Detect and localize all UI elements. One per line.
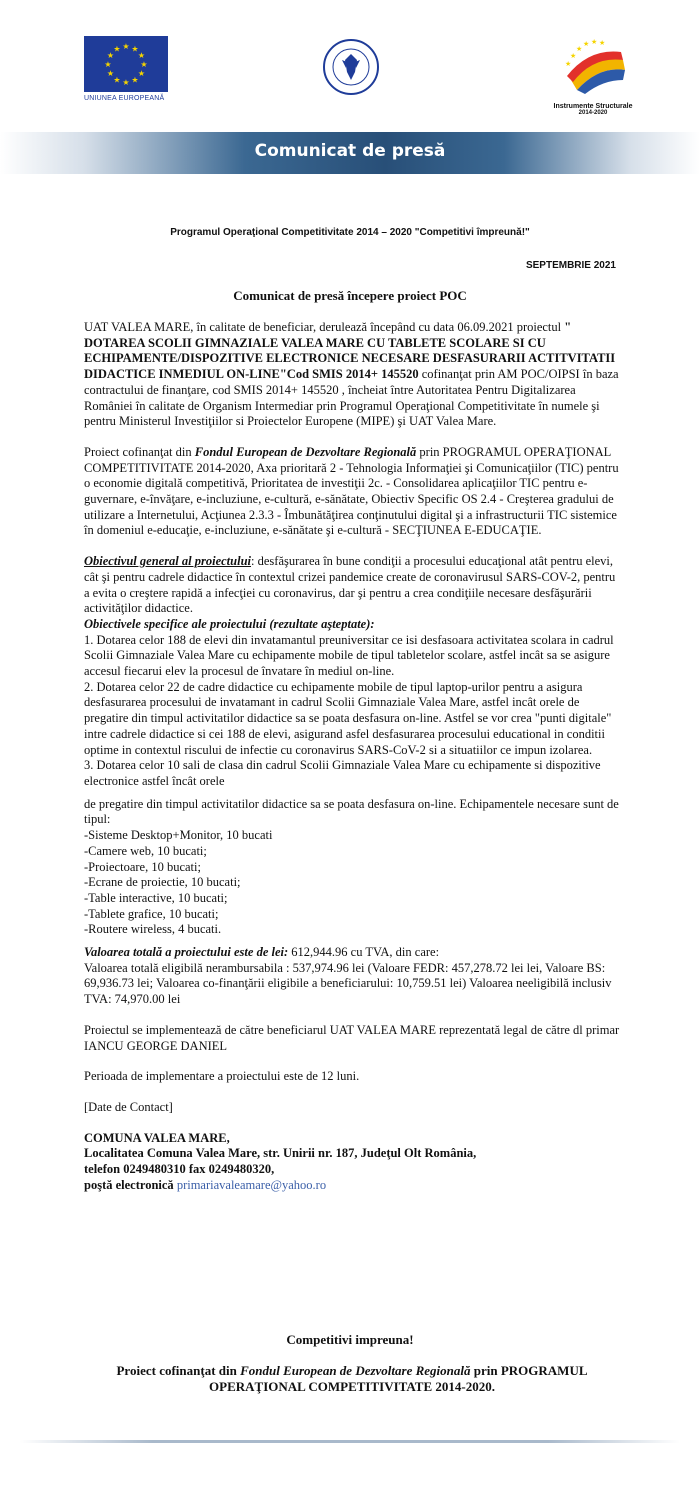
- intro-end: cofinanţat prin AM POC/OIPSI în baza contractului de finanţare, cod SMIS 2014+ 145520 , încheiat între Autoritatea Pentru Digitalizarea României în calitate de Organism Intermediar prin Programul Operaţional Competitivitate în numele şi pentru Ministerul Investiţiilor si Proiectelor Europene (MIPE) şi UAT Valea Mare.: [84, 367, 619, 429]
- total-value-label: Valoarea totală a proiectului este de lei:: [84, 945, 289, 960]
- equipment-item: -Camere web, 10 bucati;: [84, 843, 207, 858]
- structural-instruments-logo: [543, 36, 643, 116]
- final-statement: [84, 1363, 620, 1395]
- specific-objective-2: 2. Dotarea celor 22 de cadre didactice cu echipamente mobile de tipul laptop-urilor pentru a asigura desfasurarea procesului de invatamant in cadrul Scolii Gimnaziale Valea Mare, astfel incât orele de pregatire din timpul activitatilor didactice sa se poata desfasura on-line. Astfel se vor crea "punti digitale" intre cadrele didactice si cei 188 de elevi, asigurand asfel desfasurarea procesului educational in conditii optime in contextul riscului de infectie cu coronavirus SARS-CoV-2 si a situatiilor ce impun izolarea.: [84, 679, 612, 757]
- svg-text:★: ★: [140, 60, 148, 69]
- eu-flag-icon: [84, 36, 168, 92]
- svg-text:★: ★: [583, 40, 590, 48]
- value-details: Valoarea totală eligibilă nerambursabila : 537,974.96 lei (Valoare FEDR: 457,278.72 lei lei, Valoare BS: 69,936.73 lei; Valoarea co-finanţării eligibile a beneficiarului: 10,759.51 lei) Valoarea neeligibilă inclusiv TVA: 74,970.00 lei: [84, 960, 612, 1007]
- eu-logo: [84, 36, 168, 102]
- implementation-text: Proiectul se implementează de către beneficiarul UAT VALEA MARE reprezentată legal de către dl primar IANCU GEORGE DANIEL: [84, 1022, 620, 1053]
- funding-fund-name: Fondul European de Dezvoltare Regională: [194, 444, 417, 459]
- svg-text:★: ★: [113, 44, 121, 54]
- equipment-item: -Ecrane de proiectie, 10 bucati;: [84, 875, 241, 890]
- document-subtitle: Comunicat de presă începere proiect POC: [233, 288, 467, 303]
- equipment-item: -Tablete grafice, 10 bucati;: [84, 906, 219, 921]
- contact-name: COMUNA VALEA MARE,: [84, 1130, 230, 1145]
- equipment-item: -Table interactive, 10 bucati;: [84, 890, 228, 905]
- structural-instruments-icon: [543, 36, 643, 98]
- funding-start: Proiect cofinanţat din: [84, 444, 195, 459]
- contact-heading: [Date de Contact]: [84, 1099, 173, 1114]
- eu-caption: UNIUNEA EUROPEANĂ: [84, 95, 165, 102]
- svg-text:★: ★: [591, 38, 598, 46]
- government-seal: [322, 38, 380, 96]
- svg-text:★: ★: [106, 51, 115, 60]
- svg-text:★: ★: [104, 60, 112, 69]
- specific-objective-1: 1. Dotarea celor 188 de elevi din invatamantul preuniversitar ce isi desfasoara activitatea scolara in cadrul Scolii Gimnaziale Valea Mare cu echipamente mobile de tipul tabletelor scolare, astfel incât sa se asigure accesul fiecarui elev la procesul de învatare în mediul on-line.: [84, 632, 614, 679]
- general-objective: [84, 554, 620, 617]
- intro-paragraph: [84, 320, 620, 430]
- footer-divider: [20, 1440, 680, 1443]
- general-objective-text: : desfăşurarea în bune condiţii a procesului educaţional atât pentru elevi, cât şi pentru cadrele didactice în contextul crizei pandemice create de coronavirusul SARS-COV-2, pentru a evita o creştere rapidă a infecţiei cu coronavirus, dar şi pentru a crea condiţiile necesare desfăşurării activităţilor didactice.: [84, 554, 616, 616]
- structural-instruments-years: 2014-2020: [578, 110, 608, 116]
- equipment-item: -Proiectoare, 10 bucati;: [84, 859, 201, 874]
- contact-email-link[interactable]: primariavaleamare@yahoo.ro: [176, 1177, 327, 1192]
- period-text: Perioada de implementare a proiectului este de 12 luni.: [84, 1069, 360, 1084]
- final-fund-name: Fondul European de Dezvoltare Regională: [240, 1363, 471, 1378]
- program-line: Programul Operaţional Competitivitate 2014 – 2020 "Competitivi împreună!": [170, 227, 530, 238]
- svg-text:★: ★: [599, 39, 606, 47]
- equipment-intro: de pregatire din timpul activitatilor didactice sa se poata desfasura on-line. Echipamentele necesare sunt de tipul:: [84, 796, 619, 827]
- equipment-item: -Sisteme Desktop+Monitor, 10 bucati: [84, 828, 273, 843]
- contact-email-label: poştă electronică: [84, 1177, 177, 1192]
- svg-text:★: ★: [122, 78, 130, 87]
- svg-text:★: ★: [106, 69, 115, 78]
- project-title: " DOTAREA SCOLII GIMNAZIALE VALEA MARE CU TABLETE SCOLARE SI CU ECHIPAMENTE/DISPOZITIVE ELECTRONICE NECESARE DESFASURARII ACTITVITATII DIDACTICE INMEDIUL ON-LINE"Cod SMIS 2014+ 145520: [84, 320, 616, 382]
- equipment-item: -Routere wireless, 4 bucati.: [84, 922, 222, 937]
- intro-start: UAT VALEA MARE, în calitate de beneficiar, derulează începând cu data 06.09.2021 proiectul: [84, 320, 565, 334]
- svg-text:★: ★: [113, 75, 121, 85]
- general-objective-label: Obiectivul general al proiectului: [84, 554, 252, 569]
- svg-text:★: ★: [576, 45, 583, 53]
- specific-objective-3: 3. Dotarea celor 10 sali de clasa din cadrul Scolii Gimnaziale Valea Mare cu echipamente si dispozitive electronice astfel încât orele: [84, 758, 601, 788]
- document-body: [84, 320, 620, 1193]
- svg-text:★: ★: [131, 75, 139, 85]
- funding-paragraph: [84, 445, 620, 539]
- svg-text:★: ★: [137, 69, 146, 78]
- final-end: prin PROGRAMUL OPERAŢIONAL COMPETITIVITATE 2014-2020.: [209, 1363, 588, 1394]
- svg-text:★: ★: [570, 52, 577, 60]
- svg-text:★: ★: [565, 60, 572, 68]
- final-start: Proiect cofinanţat din: [116, 1363, 241, 1378]
- banner-title: Comunicat de presă: [254, 141, 446, 161]
- release-date: SEPTEMBRIE 2021: [525, 260, 616, 271]
- logo-header: [0, 0, 700, 125]
- specific-objectives-label: Obiectivele specifice ale proiectului (rezultate aşteptate):: [84, 616, 375, 631]
- slogan: Competitivi impreuna!: [286, 1332, 414, 1347]
- total-value-text: 612,944.96 cu TVA, din care:: [288, 945, 440, 960]
- contact-phone: telefon 0249480310 fax 0249480320,: [84, 1162, 275, 1177]
- funding-end: prin PROGRAMUL OPERAŢIONAL COMPETITIVITATE 2014-2020, Axa prioritară 2 - Tehnologia Informaţiei şi Comunicaţiilor (TIC) pentru o economie digitală competitivă, Prioritatea de investiţii 2c. - Consolidarea aplicaţiilor TIC pentru e-guvernare, e-învăţare, e-incluziune, e-cultură, e-sănătate, Obiectiv Specific OS 2.4 - Creşterea gradului de utilizare a Internetului, Acţiunea 2.3.3 - Îmbunătăţirea conţinutului digital şi a infrastructurii TIC sistemice în domeniul e-educaţie, e-incluziune, e-sănătate şi e-cultură - SECŢIUNEA E-EDUCAŢIE.: [84, 444, 619, 538]
- svg-text:★: ★: [137, 51, 146, 60]
- svg-text:★: ★: [131, 44, 139, 54]
- svg-text:★: ★: [122, 42, 130, 51]
- contact-address: Localitatea Comuna Valea Mare, str. Unirii nr. 187, Judeţul Olt România,: [84, 1146, 477, 1161]
- contact-email-line: [84, 1178, 620, 1194]
- press-release-banner: [0, 132, 700, 174]
- structural-instruments-caption: Instrumente Structurale: [553, 103, 633, 110]
- total-value: [84, 945, 620, 961]
